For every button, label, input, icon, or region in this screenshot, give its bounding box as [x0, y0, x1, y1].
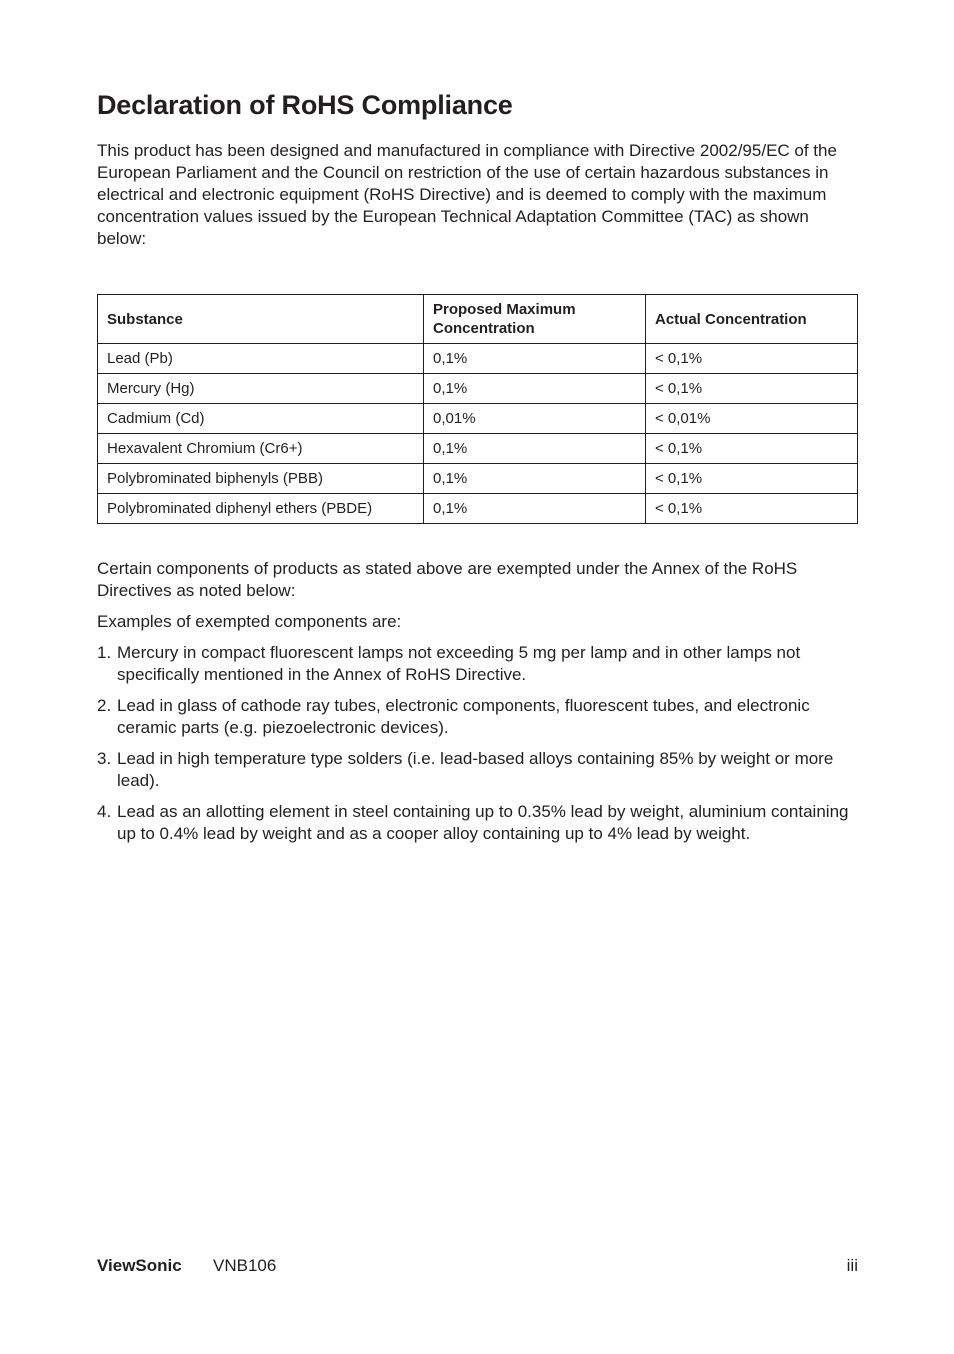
list-item: [97, 642, 858, 686]
examples-heading: Examples of exempted components are:: [97, 612, 402, 631]
cell-proposed: 0,1%: [424, 434, 646, 464]
list-item-number: 3.: [97, 749, 112, 768]
cell-actual: < 0,01%: [646, 404, 858, 434]
page-number: iii: [846, 1256, 858, 1275]
table-header-row: [98, 295, 858, 344]
list-item-text: Lead in high temperature type solders (i.e. lead-based alloys containing 85% by weight or more lead).: [117, 749, 834, 790]
rohs-table: [97, 294, 858, 524]
list-item-text: Mercury in compact fluorescent lamps not exceeding 5 mg per lamp and in other lamps not specifically mentioned in the Annex of RoHS Directive.: [117, 643, 801, 684]
cell-substance: Hexavalent Chromium (Cr6+): [98, 434, 424, 464]
list-item: [97, 748, 858, 792]
cell-substance: Mercury (Hg): [98, 374, 424, 404]
cell-proposed: 0,01%: [424, 404, 646, 434]
cell-proposed: 0,1%: [424, 494, 646, 524]
list-item-number: 4.: [97, 802, 112, 821]
table-row: [98, 344, 858, 374]
table-row: [98, 404, 858, 434]
table-row: [98, 374, 858, 404]
table-row: [98, 434, 858, 464]
intro-paragraph: This product has been designed and manufactured in compliance with Directive 2002/95/EC of the European Parliament and the Council on restriction of the use of certain hazardous substances in electrical and electronic equipment (RoHS Directive) and is deemed to comply with the maximum concentration values issued by the European Technical Adaptation Committee (TAC) as shown below:: [97, 141, 837, 248]
table-row: [98, 494, 858, 524]
exemption-paragraph: Certain components of products as stated above are exempted under the Annex of the RoHS Directives as noted below:: [97, 559, 798, 600]
cell-actual: < 0,1%: [646, 434, 858, 464]
cell-actual: < 0,1%: [646, 344, 858, 374]
header-proposed-max: Proposed Maximum Concentration: [424, 295, 646, 344]
footer-brand: ViewSonic: [97, 1256, 182, 1275]
cell-substance: Polybrominated diphenyl ethers (PBDE): [98, 494, 424, 524]
list-item: [97, 695, 858, 739]
cell-proposed: 0,1%: [424, 464, 646, 494]
header-substance: Substance: [98, 295, 424, 344]
cell-actual: < 0,1%: [646, 464, 858, 494]
list-item: [97, 801, 858, 845]
table-row: [98, 464, 858, 494]
cell-actual: < 0,1%: [646, 374, 858, 404]
cell-proposed: 0,1%: [424, 374, 646, 404]
cell-actual: < 0,1%: [646, 494, 858, 524]
cell-substance: Cadmium (Cd): [98, 404, 424, 434]
list-item-text: Lead in glass of cathode ray tubes, electronic components, fluorescent tubes, and electronic ceramic parts (e.g. piezoelectronic devices).: [117, 696, 810, 737]
cell-substance: Lead (Pb): [98, 344, 424, 374]
list-item-text: Lead as an allotting element in steel containing up to 0.35% lead by weight, aluminium containing up to 0.4% lead by weight and as a cooper alloy containing up to 4% lead by weight.: [117, 802, 849, 843]
cell-substance: Polybrominated biphenyls (PBB): [98, 464, 424, 494]
list-item-number: 1.: [97, 643, 112, 662]
list-item-number: 2.: [97, 696, 112, 715]
examples-list: [97, 642, 858, 845]
page-footer: [97, 1256, 858, 1276]
exemptions-section: [97, 558, 858, 854]
cell-proposed: 0,1%: [424, 344, 646, 374]
header-actual: Actual Concentration: [646, 295, 858, 344]
footer-model: VNB106: [213, 1256, 277, 1275]
page-title: Declaration of RoHS Compliance: [97, 90, 513, 120]
